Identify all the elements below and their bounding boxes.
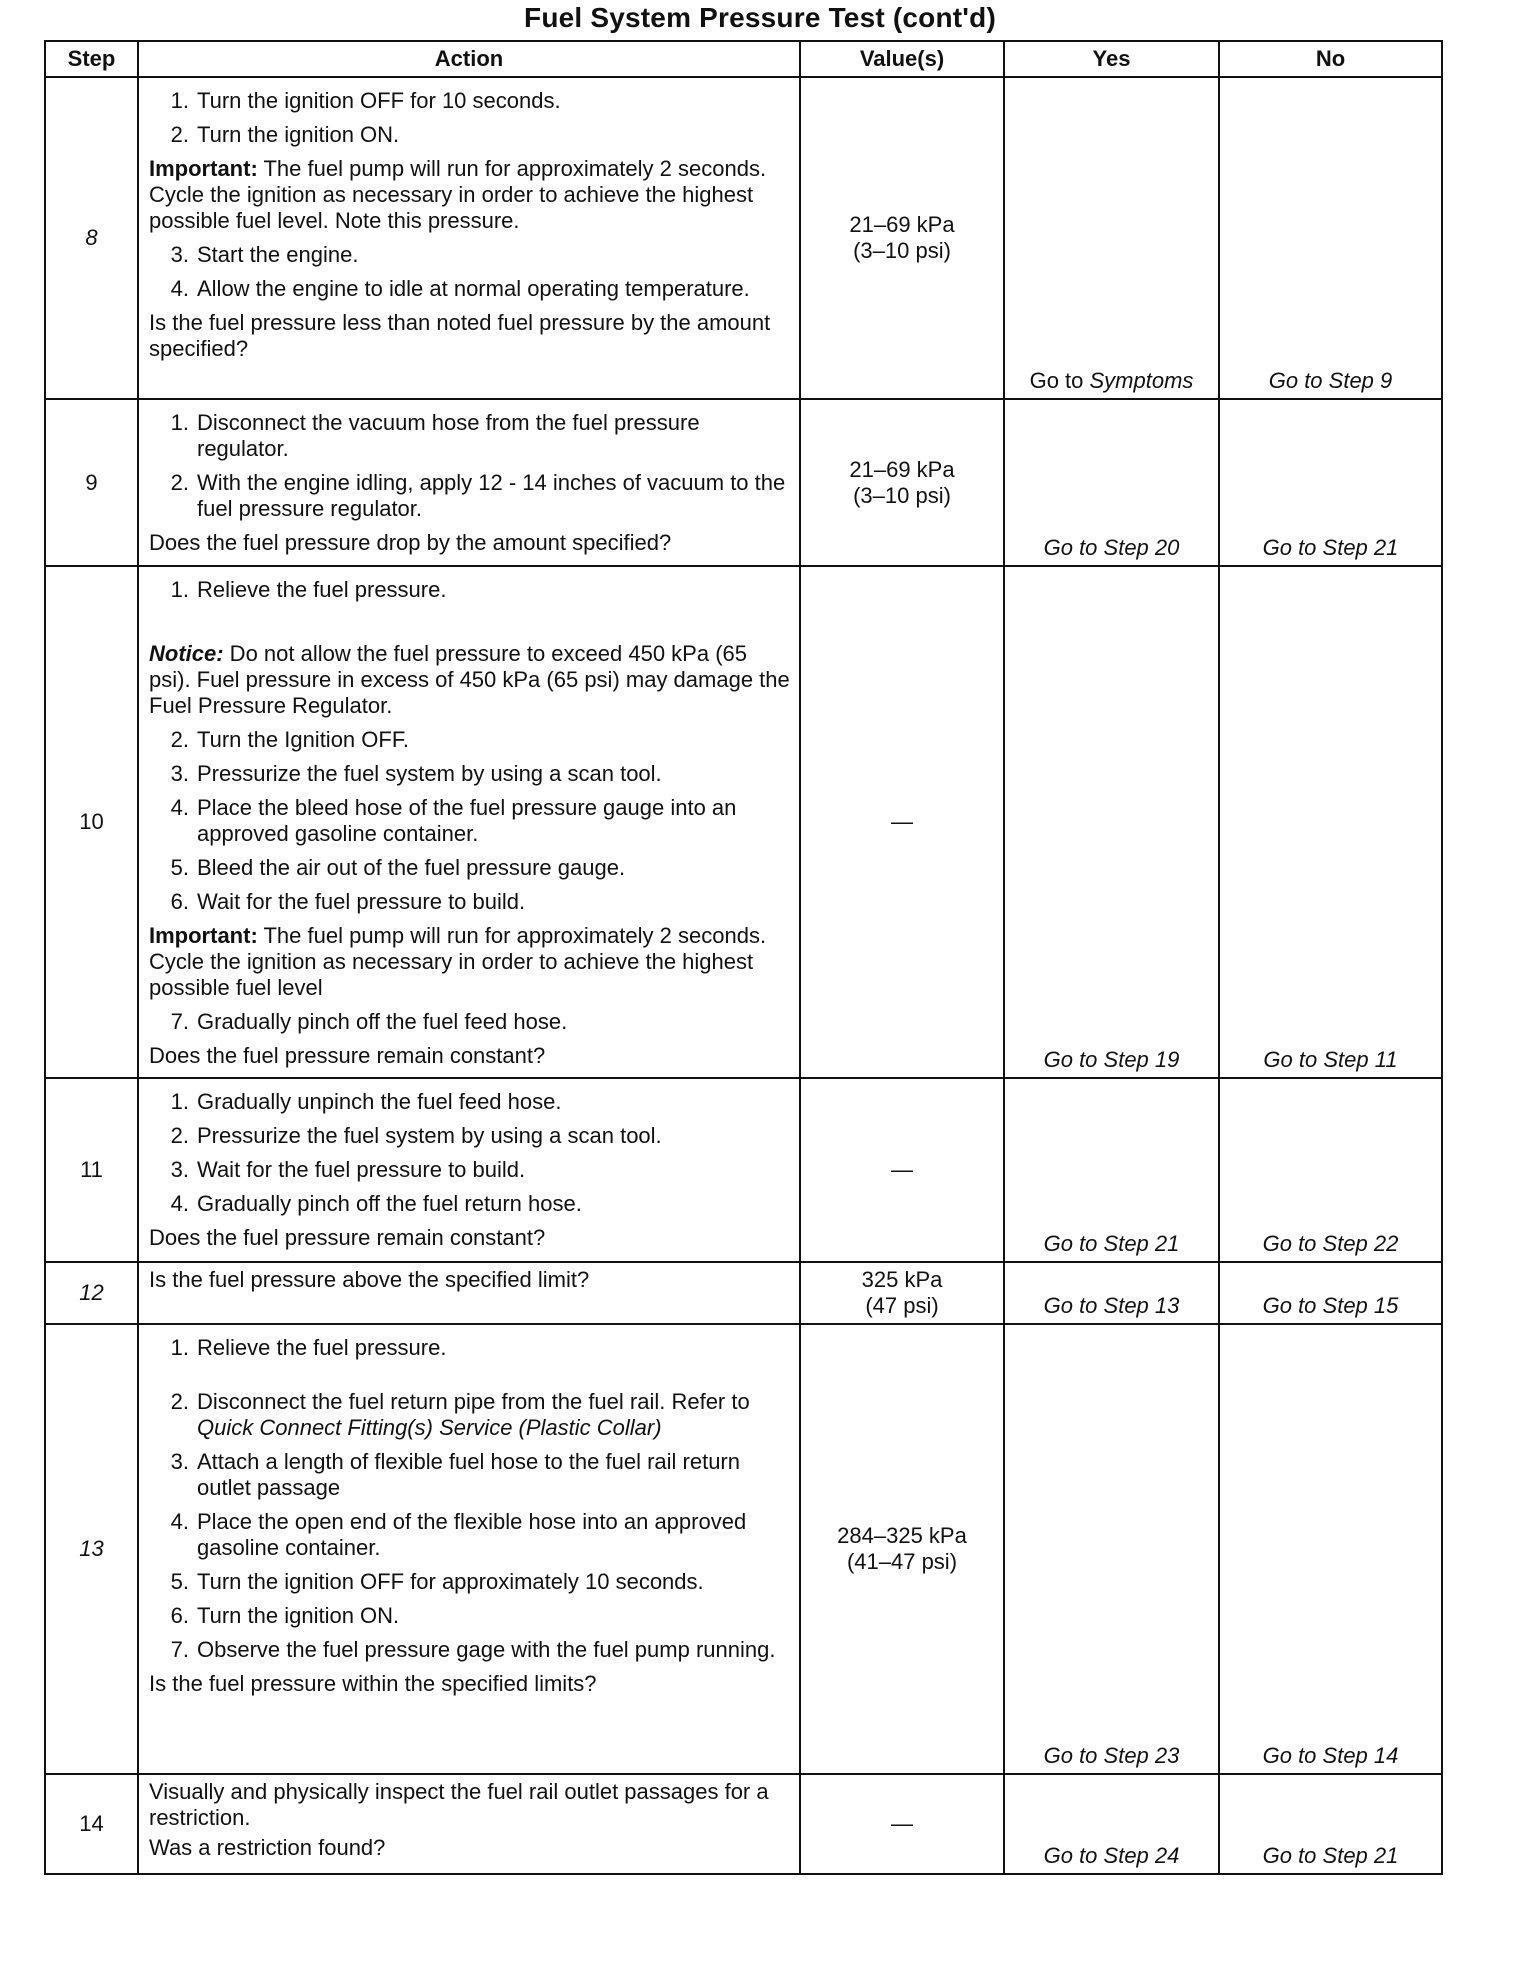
question: Is the fuel pressure above the specified limit? <box>149 1267 590 1292</box>
question: Is the fuel pressure within the specified limits? <box>149 1671 597 1696</box>
header-action: Action <box>138 41 800 77</box>
action-cell <box>138 77 800 399</box>
step-number: 11 <box>45 1078 138 1262</box>
question: Was a restriction found? <box>149 1835 386 1860</box>
header-step: Step <box>45 41 138 77</box>
list-item: 6. Turn the ignition ON. <box>170 1603 400 1628</box>
no-cell: Go to Step 15 <box>1219 1262 1442 1324</box>
list-item: 3. Wait for the fuel pressure to build. <box>170 1157 526 1182</box>
table-row-step-14 <box>45 1774 1442 1874</box>
list-item: 2. With the engine idling, apply 12 - 14 inches of vacuum to the fuel pressure regulator. <box>170 470 786 521</box>
cross-reference: Quick Connect Fitting(s) Service (Plastic Collar) <box>197 1415 662 1440</box>
step-number: 12 <box>45 1262 138 1324</box>
list-item: 5. Turn the ignition OFF for approximately 10 seconds. <box>170 1569 704 1594</box>
list-item: 1. Disconnect the vacuum hose from the fuel pressure regulator. <box>170 410 700 461</box>
value-cell: 21–69 kPa (3–10 psi) <box>800 77 1004 399</box>
yes-cell: Go to Step 24 <box>1004 1774 1219 1874</box>
question: Is the fuel pressure less than noted fuel pressure by the amount specified? <box>149 310 771 361</box>
step-number: 14 <box>45 1774 138 1874</box>
list-item: 1. Turn the ignition OFF for 10 seconds. <box>170 88 561 113</box>
table-row-step-12 <box>45 1262 1442 1324</box>
important-note: Important: The fuel pump will run for approximately 2 seconds. Cycle the ignition as necessary in order to achieve the highest possible fuel level <box>149 923 767 1000</box>
yes-cell: Go to Step 23 <box>1004 1324 1219 1774</box>
no-cell: Go to Step 14 <box>1219 1324 1442 1774</box>
header-values: Value(s) <box>800 41 1004 77</box>
list-item: 2. Turn the Ignition OFF. <box>170 727 409 752</box>
no-cell: Go to Step 9 <box>1219 77 1442 399</box>
list-item: 4. Place the open end of the flexible hose into an approved gasoline container. <box>170 1509 747 1560</box>
header-yes: Yes <box>1004 41 1219 77</box>
no-cell: Go to Step 21 <box>1219 1774 1442 1874</box>
value-cell: — <box>800 566 1004 1078</box>
notice-note: Notice: Do not allow the fuel pressure to exceed 450 kPa (65 psi). Fuel pressure in excess of 450 kPa (65 psi) may damage the Fuel Pressure Regulator. <box>149 641 790 718</box>
table-row-step-9 <box>45 399 1442 566</box>
table-row-step-13 <box>45 1324 1442 1774</box>
table-row-step-10 <box>45 566 1442 1078</box>
yes-cell: Go to Step 19 <box>1004 566 1219 1078</box>
value-cell: — <box>800 1774 1004 1874</box>
list-item: 3. Start the engine. <box>170 242 359 267</box>
list-item: 7. Gradually pinch off the fuel feed hose. <box>170 1009 568 1034</box>
value-cell: — <box>800 1078 1004 1262</box>
question: Does the fuel pressure remain constant? <box>149 1043 546 1068</box>
action-cell <box>138 1078 800 1262</box>
step-number: 13 <box>45 1324 138 1774</box>
list-item: 3. Attach a length of flexible fuel hose to the fuel rail return outlet passage <box>170 1449 740 1500</box>
header-no: No <box>1219 41 1442 77</box>
question: Does the fuel pressure remain constant? <box>149 1225 546 1250</box>
no-cell: Go to Step 21 <box>1219 399 1442 566</box>
yes-cell: Go to Step 21 <box>1004 1078 1219 1262</box>
list-item: 4. Place the bleed hose of the fuel pressure gauge into an approved gasoline container. <box>170 795 737 846</box>
list-item: 4. Gradually pinch off the fuel return hose. <box>170 1191 582 1216</box>
step-number: 9 <box>45 399 138 566</box>
yes-cell: Go to Step 20 <box>1004 399 1219 566</box>
list-item: 4. Allow the engine to idle at normal operating temperature. <box>170 276 750 301</box>
list-item: 1. Relieve the fuel pressure. <box>170 577 447 602</box>
list-item: 5. Bleed the air out of the fuel pressure gauge. <box>170 855 626 880</box>
action-cell <box>138 1774 800 1874</box>
procedure-table <box>44 40 1443 1875</box>
header-row <box>45 41 1442 77</box>
step-number: 10 <box>45 566 138 1078</box>
action-cell <box>138 566 800 1078</box>
yes-cell: Go to Step 13 <box>1004 1262 1219 1324</box>
action-text: Visually and physically inspect the fuel rail outlet passages for a restriction. <box>149 1779 769 1830</box>
no-cell: Go to Step 22 <box>1219 1078 1442 1262</box>
important-note: Important: The fuel pump will run for approximately 2 seconds. Cycle the ignition as necessary in order to achieve the highest possible fuel level. Note this pressure. <box>149 156 767 233</box>
value-cell: 284–325 kPa (41–47 psi) <box>800 1324 1004 1774</box>
value-cell: 325 kPa (47 psi) <box>800 1262 1004 1324</box>
table-row-step-8 <box>45 77 1442 399</box>
list-item: 1. Relieve the fuel pressure. <box>170 1335 447 1360</box>
action-cell <box>138 399 800 566</box>
action-cell <box>138 1324 800 1774</box>
yes-cell: Go to Symptoms <box>1004 77 1219 399</box>
table-row-step-11 <box>45 1078 1442 1262</box>
step-number: 8 <box>45 77 138 399</box>
question: Does the fuel pressure drop by the amount specified? <box>149 530 672 555</box>
value-cell: 21–69 kPa (3–10 psi) <box>800 399 1004 566</box>
list-item: 7. Observe the fuel pressure gage with the fuel pump running. <box>170 1637 776 1662</box>
page-title: Fuel System Pressure Test (cont'd) <box>524 2 996 33</box>
list-item: 2. Turn the ignition ON. <box>170 122 400 147</box>
list-item: 2. Pressurize the fuel system by using a scan tool. <box>170 1123 662 1148</box>
no-cell: Go to Step 11 <box>1219 566 1442 1078</box>
list-item: 3. Pressurize the fuel system by using a scan tool. <box>170 761 662 786</box>
list-item: 6. Wait for the fuel pressure to build. <box>170 889 526 914</box>
action-cell <box>138 1262 800 1324</box>
list-item: 1. Gradually unpinch the fuel feed hose. <box>170 1089 562 1114</box>
list-item: 2. Disconnect the fuel return pipe from the fuel rail. Refer to Quick Connect Fitting(s) Service (Plastic Collar) <box>170 1389 750 1440</box>
